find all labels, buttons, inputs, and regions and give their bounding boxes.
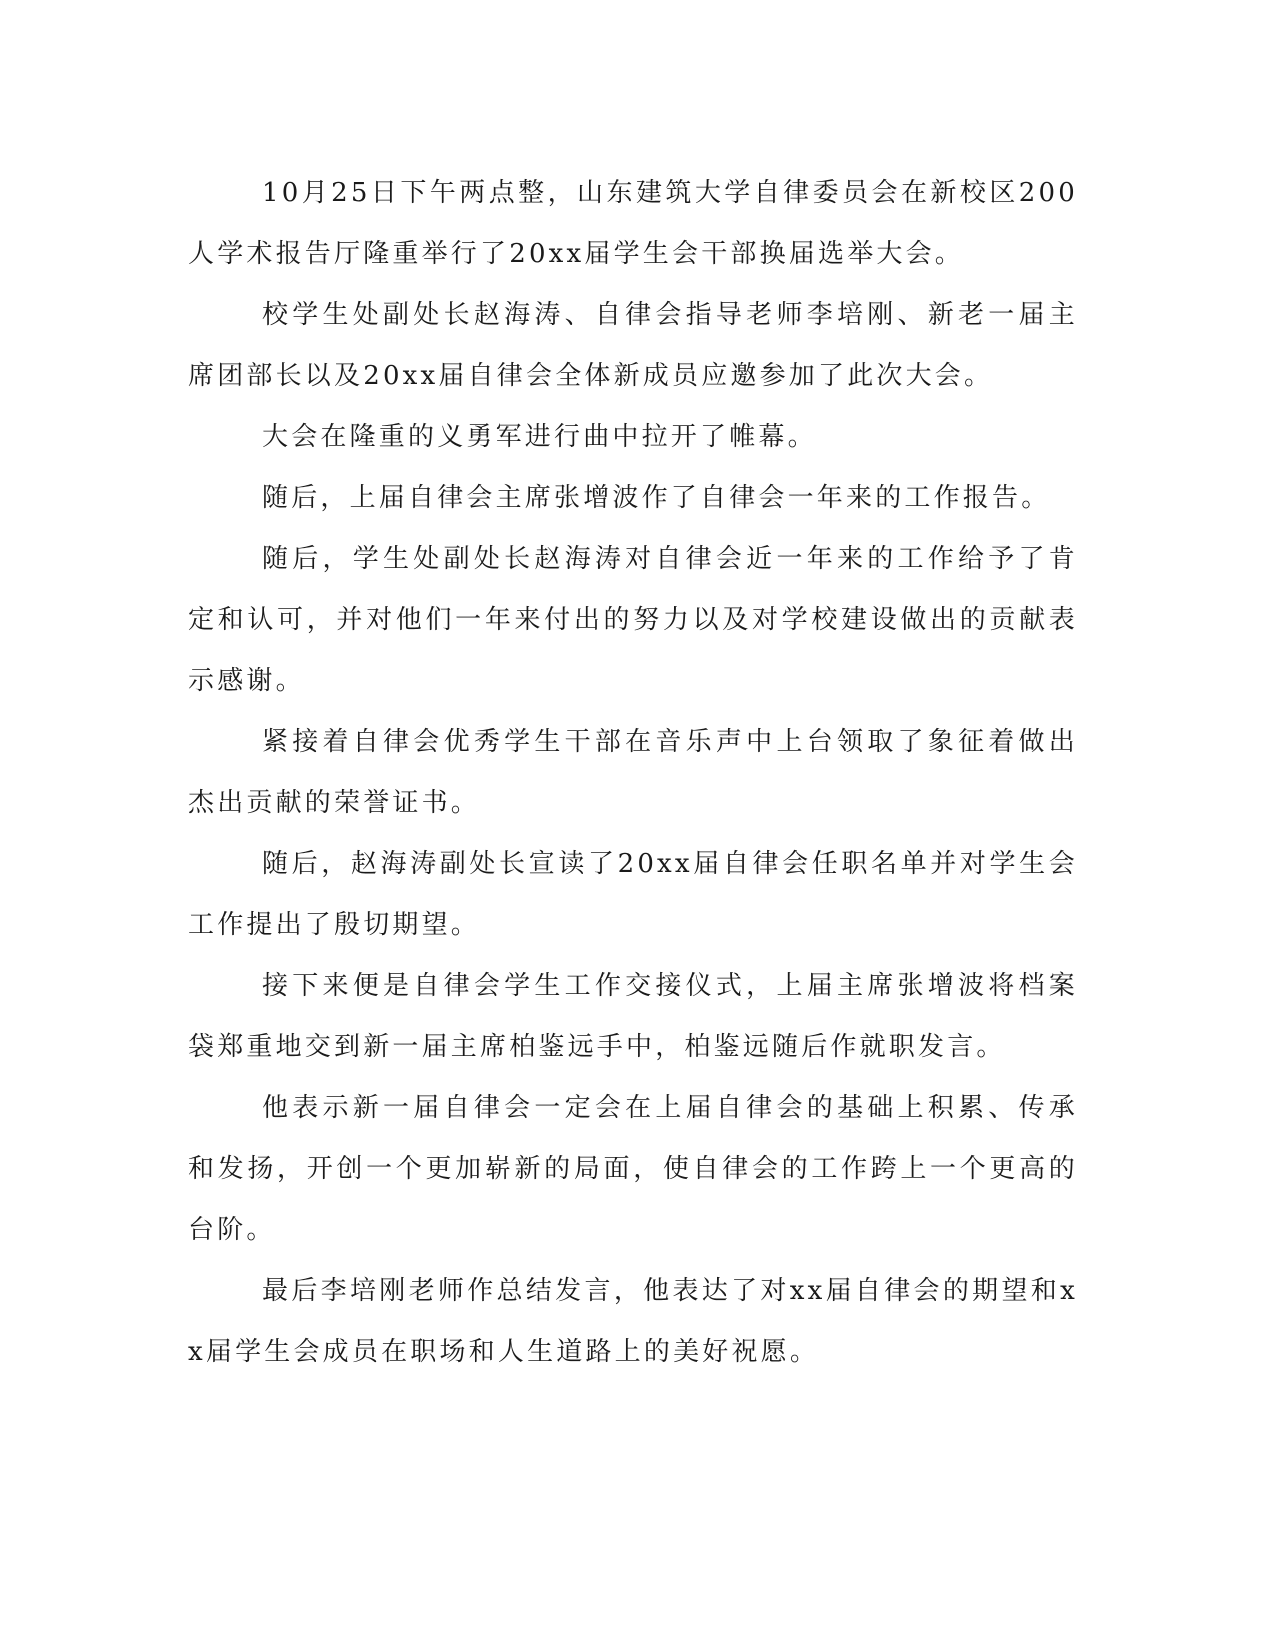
document-body bbox=[188, 163, 1078, 1383]
paragraph-3: 大会在隆重的义勇军进行曲中拉开了帷幕。 bbox=[262, 422, 817, 452]
paragraph-4: 随后，上届自律会主席张增波作了自律会一年来的工作报告。 bbox=[262, 483, 1051, 513]
paragraph-10: 最后李培刚老师作总结发言，他表达了对xx届自律会的期望和xx届学生会成员在职场和人生道路上的美好祝愿。 bbox=[188, 1276, 1078, 1367]
paragraph-1: 10月25日下午两点整，山东建筑大学自律委员会在新校区200人学术报告厅隆重举行了20xx届学生会干部换届选举大会。 bbox=[188, 178, 1078, 269]
paragraph-5: 随后，学生处副处长赵海涛对自律会近一年来的工作给予了肯定和认可，并对他们一年来付出的努力以及对学校建设做出的贡献表示感谢。 bbox=[188, 544, 1078, 696]
paragraph-6: 紧接着自律会优秀学生干部在音乐声中上台领取了象征着做出杰出贡献的荣誉证书。 bbox=[188, 727, 1078, 818]
paragraph-7: 随后，赵海涛副处长宣读了20xx届自律会任职名单并对学生会工作提出了殷切期望。 bbox=[188, 849, 1078, 940]
paragraph-9: 他表示新一届自律会一定会在上届自律会的基础上积累、传承和发扬，开创一个更加崭新的局面，使自律会的工作跨上一个更高的台阶。 bbox=[188, 1093, 1078, 1245]
paragraph-8: 接下来便是自律会学生工作交接仪式，上届主席张增波将档案袋郑重地交到新一届主席柏鉴远手中，柏鉴远随后作就职发言。 bbox=[188, 971, 1078, 1062]
paragraph-2: 校学生处副处长赵海涛、自律会指导老师李培刚、新老一届主席团部长以及20xx届自律会全体新成员应邀参加了此次大会。 bbox=[188, 300, 1078, 391]
